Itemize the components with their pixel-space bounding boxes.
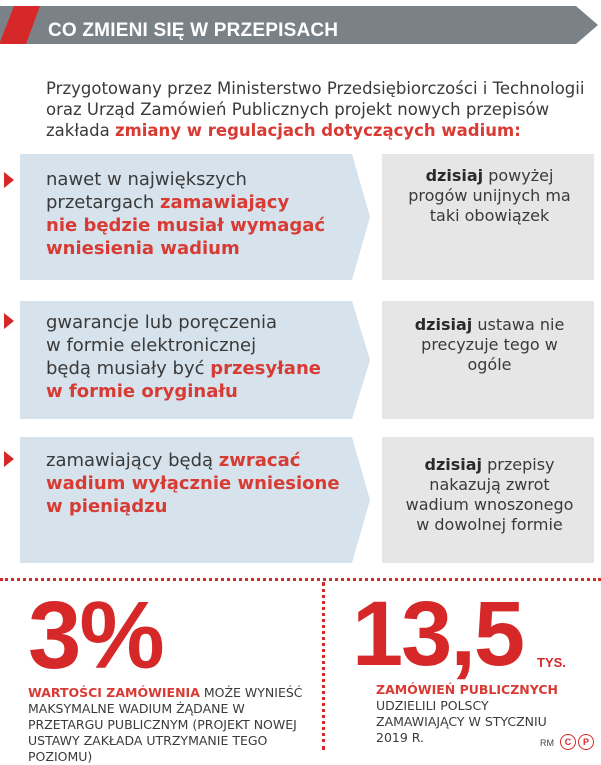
author-credit: RM [540, 738, 554, 748]
change-2-line: w formie elektronicznej [46, 335, 257, 356]
change-2-highlight: w formie oryginału [46, 381, 238, 402]
change-3-text [46, 449, 346, 518]
change-1-highlight: wniesienia wadium [46, 238, 240, 259]
change-3-highlight: w pieniądzu [46, 496, 168, 517]
stat-1-caption-highlight: WARTOŚCI ZAMÓWIENIA [28, 685, 200, 700]
today-3-label: dzisiaj [424, 455, 483, 474]
intro-paragraph [46, 78, 586, 141]
change-2-text [46, 311, 346, 403]
change-2-highlight: przesyłane [210, 358, 321, 379]
dotted-divider-horizontal [0, 578, 601, 581]
stat-2-unit: TYS. [537, 655, 566, 670]
change-1-text [46, 168, 346, 260]
today-3-text [397, 455, 582, 535]
change-1-highlight: nie będzie musiał wymagać [46, 215, 326, 236]
copyright-p-icon: P [578, 734, 594, 750]
today-2-desc: ustawa nie precyzuje tego w ogóle [421, 315, 565, 374]
header-bar [0, 6, 598, 44]
change-3-highlight: wadium wyłącznie wniesione [46, 473, 340, 494]
change-1-line: przetargach [46, 192, 161, 213]
stat-1-caption-text: MOŻE WYNIEŚĆ MAKSYMALNE WADIUM ŻĄDANE W PRZETARGU PUBLICZNYM (PROJEKT NOWEJ USTAWY ZAKŁADA UTRZYMANIE TEGO POZIOMU) [28, 685, 303, 764]
change-1-line: nawet w największych [46, 169, 247, 190]
change-3-highlight: zwracać [218, 450, 301, 471]
change-2-line: będą musiały być [46, 358, 211, 379]
change-1-highlight: zamawiający [160, 192, 290, 213]
stat-2-value: 13,5 [352, 583, 524, 685]
today-1-label: dzisiaj [425, 166, 484, 185]
stat-2-caption-text: UDZIELILI POLSCY ZAMAWIAJĄCY W STYCZNIU 2019 R. [376, 698, 547, 745]
stat-2-caption [376, 682, 581, 746]
intro-highlight: zmiany w regulacjach dotyczących wadium: [114, 121, 521, 140]
change-row-3 [0, 437, 601, 563]
stat-2-caption-highlight: ZAMÓWIEŃ PUBLICZNYCH [376, 682, 558, 697]
today-2-text [397, 315, 582, 375]
today-2-label: dzisiaj [414, 315, 473, 334]
change-row-2 [0, 301, 601, 419]
intro-text: Przygotowany przez Ministerstwo Przedsiębiorczości i Technologii oraz Urząd Zamówień Publicznych projekt nowych przepisów zakłada [46, 79, 585, 140]
change-row-1 [0, 154, 601, 280]
change-3-line: zamawiający będą [46, 450, 219, 471]
stat-1-caption [28, 685, 313, 765]
header-title: CO ZMIENI SIĘ W PRZEPISACH [48, 20, 339, 41]
stat-1-value: 3% [28, 582, 163, 689]
today-3-desc: przepisy nakazują zwrot wadium wnoszonego w dowolnej formie [405, 455, 574, 534]
dotted-divider-vertical [322, 582, 325, 750]
today-1-desc: powyżej progów unijnych ma taki obowiązek [408, 166, 571, 225]
change-2-line: gwarancje lub poręczenia [46, 312, 278, 333]
copyright-c-icon: C [560, 734, 576, 750]
today-1-text [397, 166, 582, 226]
